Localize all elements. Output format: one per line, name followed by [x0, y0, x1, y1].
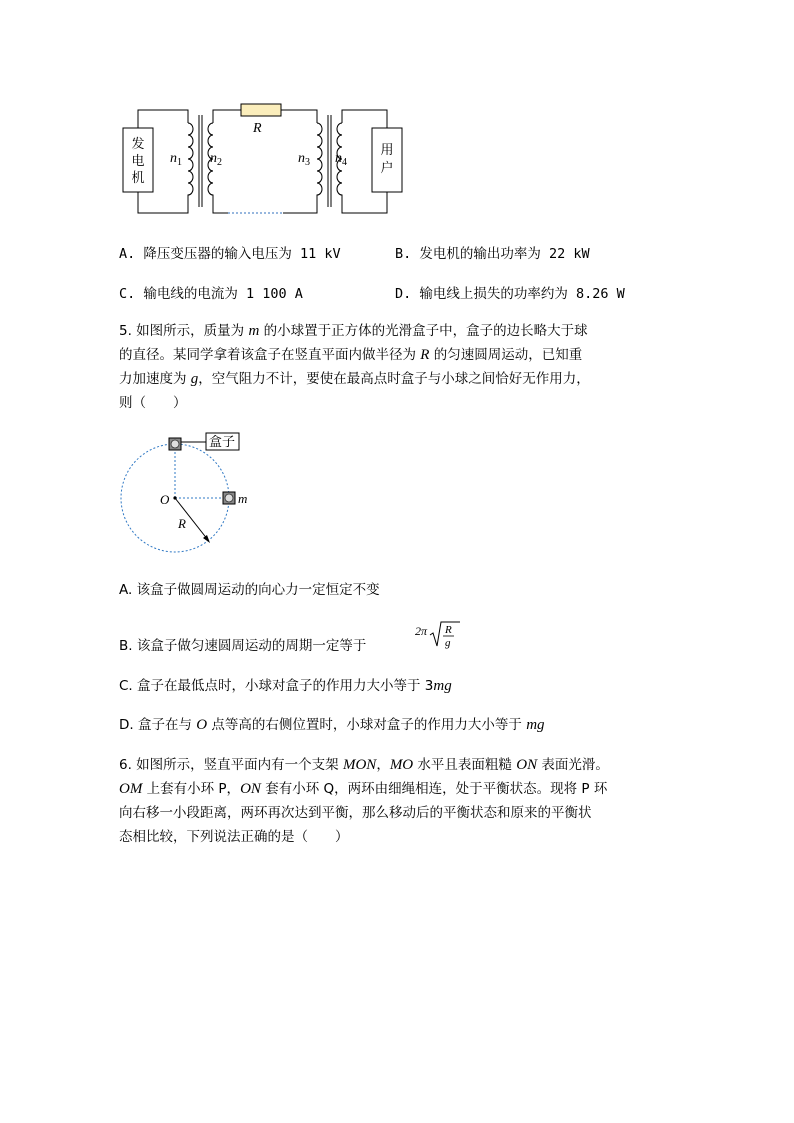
- user-box: [372, 128, 402, 192]
- transmission-wire-bottom-right: [283, 197, 317, 213]
- formula-coefficient: 2π: [415, 624, 428, 638]
- q5-stem-line-4: 则（ ）: [119, 395, 187, 411]
- q6-stem-line-2: OM 上套有小环 P，ON 套有小环 Q，两环由细绳相连，处于平衡状态。现将 P 环: [119, 781, 608, 797]
- q4-option-b: B. 发电机的输出功率为 22 kW: [395, 246, 590, 262]
- primary-loop-wire: [138, 110, 188, 128]
- q5-stem-line-2: 的直径。某同学拿着该盒子在竖直平面内做半径为 R 的匀速圆周运动，已知重: [119, 347, 583, 363]
- user-loop-wire-bottom: [342, 192, 387, 213]
- label-O: O: [160, 492, 170, 507]
- q6-stem-line-1: 6. 如图所示，竖直平面内有一个支架 MON，MO 水平且表面粗糙 ON 表面光滑。: [119, 757, 609, 773]
- q5-option-b: B. 该盒子做匀速圆周运动的周期一定等于: [119, 638, 367, 654]
- q5-option-c: C. 盒子在最低点时，小球对盒子的作用力大小等于 3mg: [119, 678, 452, 694]
- user-loop-wire-top: [342, 110, 387, 128]
- coil-n1: [188, 123, 193, 197]
- q6-stem: [119, 753, 679, 849]
- circular-motion-figure: [112, 428, 252, 563]
- transformer-circuit-figure: [110, 95, 420, 225]
- transmission-wire-top: [213, 110, 241, 123]
- radius-arrowhead: [203, 535, 210, 543]
- q5-stem: [119, 319, 679, 415]
- label-n2: $n_2$: [210, 151, 222, 168]
- q5-stem-line-1: 5. 如图所示，质量为 m 的小球置于正方体的光滑盒子中，盒子的边长略大于球: [119, 323, 588, 339]
- q6-stem-line-4: 态相比较，下列说法正确的是（ ）: [119, 829, 349, 845]
- label-n3: $n_3$: [298, 151, 310, 168]
- formula-denominator: g: [445, 637, 451, 649]
- transmission-wire-top-right: [281, 110, 317, 123]
- ball-top: [171, 440, 179, 448]
- resistor-label: R: [253, 121, 262, 136]
- box-label: 盒子: [209, 435, 236, 450]
- label-R: R: [178, 516, 186, 531]
- ball-right: [225, 494, 233, 502]
- coil-n3: [317, 123, 322, 197]
- transmission-wire-bottom-left: [213, 197, 228, 213]
- formula-numerator: R: [445, 624, 452, 636]
- q5-option-d: D. 盒子在与 O 点等高的右侧位置时，小球对盒子的作用力大小等于 mg: [119, 717, 545, 733]
- generator-label-1: 发: [131, 137, 145, 152]
- generator-label-2: 电: [131, 154, 145, 169]
- period-formula: [414, 620, 464, 652]
- generator-label-3: 机: [131, 171, 145, 186]
- primary-loop-wire-bottom: [138, 192, 188, 213]
- q4-option-d: D. 输电线上损失的功率约为 8.26 W: [395, 286, 625, 302]
- resistor-R: [241, 104, 281, 116]
- label-n4: $n_4$: [335, 151, 347, 168]
- q4-option-a: A. 降压变压器的输入电压为 11 kV: [119, 246, 341, 262]
- label-m: m: [238, 491, 248, 506]
- user-label-2: 户: [380, 161, 394, 176]
- label-n1: $n_1$: [170, 151, 182, 168]
- center-point-O: [173, 496, 176, 499]
- user-label-1: 用: [380, 143, 394, 158]
- q4-option-c: C. 输电线的电流为 1 100 A: [119, 286, 303, 302]
- q5-stem-line-3: 力加速度为 g，空气阻力不计，要使在最高点时盒子与小球之间恰好无作用力，: [119, 371, 590, 387]
- q6-stem-line-3: 向右移一小段距离，两环再次达到平衡，那么移动后的平衡状态和原来的平衡状: [119, 805, 592, 821]
- q5-option-a: A. 该盒子做圆周运动的向心力一定恒定不变: [119, 582, 380, 598]
